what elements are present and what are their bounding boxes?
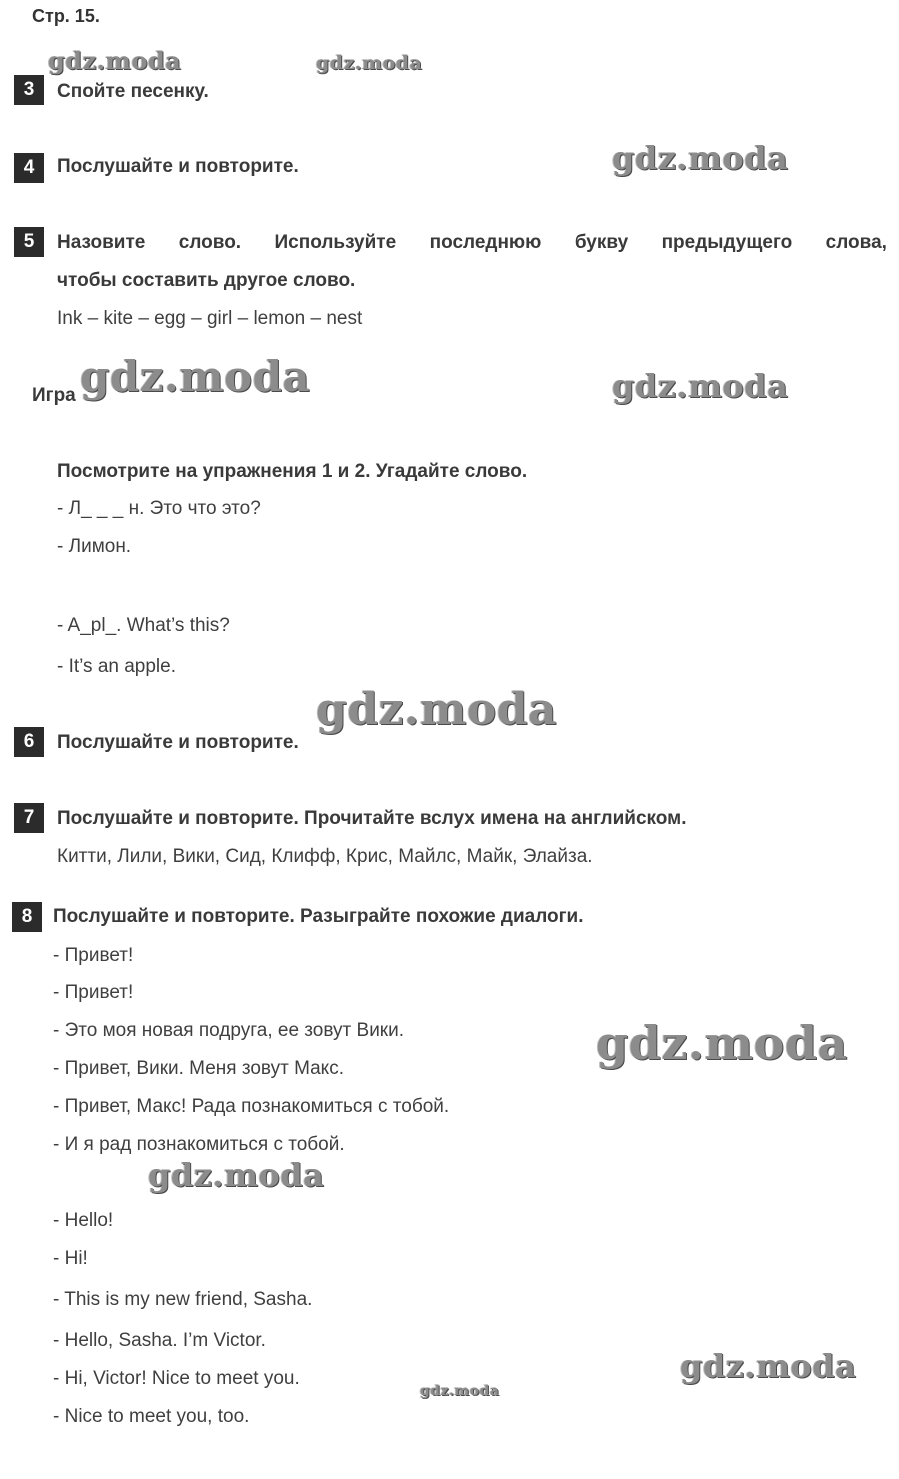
task-number-5: 5: [14, 227, 44, 257]
page-label: Стр. 15.: [32, 6, 100, 26]
task-7-answer: Китти, Лили, Вики, Сид, Клифф, Крис, Майлс, Майк, Элайза.: [57, 846, 593, 867]
watermark: gdz.moda: [316, 52, 423, 74]
dialog-line-ru: - Привет, Макс! Рада познакомиться с тобой.: [53, 1096, 450, 1117]
title-word: слова,: [825, 232, 887, 253]
task-6-title: Послушайте и повторите.: [57, 732, 299, 753]
task-5-answer: Ink – kite – egg – girl – lemon – nest: [57, 308, 363, 329]
watermark: gdz.moda: [148, 1156, 325, 1194]
watermark: gdz.moda: [612, 367, 789, 405]
title-word: последнюю: [429, 232, 542, 253]
dialog-line-en: - Hello!: [53, 1210, 114, 1231]
dialog-line-ru: - Привет!: [53, 945, 134, 966]
watermark: gdz.moda: [316, 684, 558, 735]
dialog-line-ru: - Привет!: [53, 982, 134, 1003]
task-number-3: 3: [14, 75, 44, 105]
dialog-line-en: - Hi!: [53, 1248, 88, 1269]
dialog-line-en: - Hello, Sasha. I’m Victor.: [53, 1330, 266, 1351]
dialog-line-en: - This is my new friend, Sasha.: [53, 1289, 313, 1310]
game-line: - It’s an apple.: [57, 656, 177, 677]
watermark: gdz.moda: [680, 1347, 857, 1385]
dialog-line-ru: - Это моя новая подруга, ее зовут Вики.: [53, 1020, 405, 1041]
task-number-7: 7: [14, 803, 44, 833]
game-title: Посмотрите на упражнения 1 и 2. Угадайте слово.: [57, 461, 528, 482]
title-word: Назовите: [57, 232, 146, 253]
dialog-line-ru: - И я рад познакомиться с тобой.: [53, 1134, 345, 1155]
title-word: Используйте: [274, 232, 397, 253]
watermark: gdz.moda: [80, 352, 311, 401]
title-word: букву: [574, 232, 629, 253]
task-number-6: 6: [14, 727, 44, 757]
task-3-title: Спойте песенку.: [57, 81, 209, 102]
dialog-line-en: - Nice to meet you, too.: [53, 1406, 250, 1427]
watermark: gdz.moda: [596, 1016, 848, 1070]
game-line: - Лимон.: [57, 536, 132, 557]
task-5-title-line1: [57, 232, 887, 254]
task-7-title: Послушайте и повторите. Прочитайте вслух имена на английском.: [57, 808, 687, 829]
watermark: gdz.moda: [48, 46, 182, 75]
task-5-title-line2: чтобы составить другое слово.: [57, 270, 356, 291]
title-word: слово.: [178, 232, 242, 253]
task-4-title: Послушайте и повторите.: [57, 156, 299, 177]
task-number-4: 4: [14, 153, 44, 183]
task-number-8: 8: [12, 902, 42, 932]
watermark: gdz.moda: [612, 139, 789, 177]
game-line: - Л_ _ _ н. Это что это?: [57, 498, 261, 519]
watermark: gdz.moda: [420, 1383, 500, 1399]
dialog-line-ru: - Привет, Вики. Меня зовут Макс.: [53, 1058, 344, 1079]
task-8-title: Послушайте и повторите. Разыграйте похожие диалоги.: [53, 906, 584, 927]
dialog-line-en: - Hi, Victor! Nice to meet you.: [53, 1368, 300, 1389]
title-word: предыдущего: [661, 232, 793, 253]
game-label: Игра: [32, 385, 76, 406]
game-line: - A_pl_. What’s this?: [57, 615, 230, 636]
